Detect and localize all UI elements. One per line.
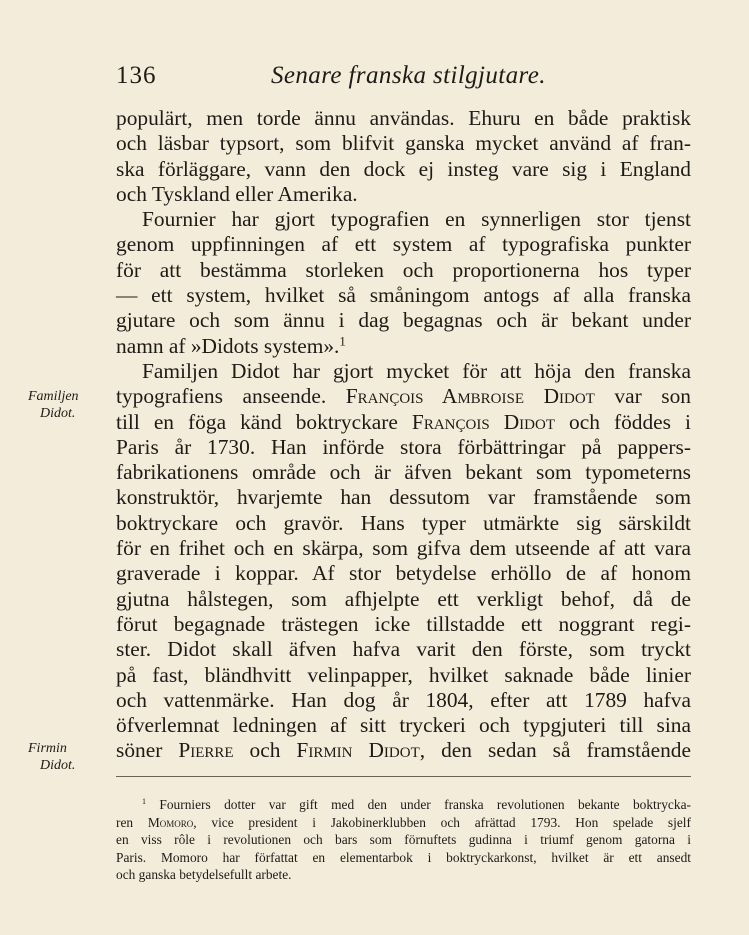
margin-note-line: Familjen bbox=[28, 389, 79, 404]
text-line: boktryckare och gravör. Hans typer utmärkte sig särskildt bbox=[116, 510, 691, 535]
text-line: — ett system, hvilket så småningom antogs af alla franska bbox=[116, 283, 691, 308]
text-line bbox=[116, 334, 691, 359]
text-line: graverade i koppar. Af stor betydelse erhöllo de af honom bbox=[116, 561, 691, 586]
running-title: Senare franska stilgjutare. bbox=[271, 62, 546, 89]
text-line bbox=[116, 738, 691, 763]
text-run bbox=[296, 738, 691, 762]
text-line: Familjen Didot har gjort mycket för att höja den franska bbox=[142, 358, 691, 383]
text-line: för en frihet och en skärpa, som gifva dem utseende af att vara bbox=[116, 536, 691, 561]
footnote-marker: 1 bbox=[142, 797, 147, 807]
person-name: Pierre bbox=[178, 738, 234, 763]
margin-note-line: Didot. bbox=[40, 758, 76, 773]
footnote-line: och ganska betydelsefullt arbete. bbox=[116, 867, 292, 882]
text-run: typografiens anseende. bbox=[116, 384, 327, 409]
text-run: namn af »Didots system». bbox=[116, 333, 340, 358]
text-run: och bbox=[249, 738, 281, 763]
footnote bbox=[116, 796, 691, 884]
text-line: ster. Didot skall äfven hafva varit den förste, som tryckt bbox=[116, 637, 691, 662]
text-line: ska förläggare, vann den dock ej insteg vare sig i England bbox=[116, 156, 691, 181]
margin-note-firmin-didot bbox=[28, 740, 108, 774]
person-name: Firmin Didot bbox=[296, 738, 420, 763]
text-run: till en föga känd boktryckare bbox=[116, 409, 398, 434]
text-line: på fast, bländhvitt velinpapper, hvilket saknade både linier bbox=[116, 662, 691, 687]
text-line: genom uppfinningen af ett system af typografiska punkter bbox=[116, 232, 691, 257]
footnote-line bbox=[116, 796, 691, 814]
text-run: var son bbox=[614, 384, 691, 409]
text-line: konstruktör, hvarjemte han dessutom var framstående som bbox=[116, 485, 691, 510]
text-line: Paris år 1730. Han införde stora förbättringar på pappers- bbox=[116, 434, 691, 459]
person-name: Momoro bbox=[147, 814, 194, 830]
text-run: söner bbox=[116, 738, 163, 763]
text-line: populärt, men torde ännu användas. Ehuru en både praktisk bbox=[116, 106, 691, 130]
text-run: ren bbox=[116, 814, 134, 830]
text-line: öfverlemnat ledningen af sitt tryckeri och typgjuteri till sina bbox=[116, 713, 691, 738]
footnote-reference[interactable]: 1 bbox=[339, 333, 346, 348]
text-line: och läsbar typsort, som blifvit ganska mycket använd af fran- bbox=[116, 131, 691, 156]
text-line: gjutna hålstegen, som afhjelpte ett verkligt behof, då de bbox=[116, 586, 691, 611]
text-run: och föddes i bbox=[569, 409, 691, 434]
body-text bbox=[116, 106, 691, 764]
running-header bbox=[116, 62, 691, 96]
footnote-line: en viss rôle i revolutionen och bars som förnuftets gudinna i triumf genom gatorna i bbox=[116, 832, 691, 847]
text-run: , den sedan så framstående bbox=[419, 738, 691, 763]
text-line: förut begagnade trästegen icke tillstadde ett noggrant regi- bbox=[116, 611, 691, 636]
text-line: och vattenmärke. Han dog år 1804, efter att 1789 hafva bbox=[116, 687, 691, 712]
footnote-rule bbox=[116, 776, 691, 777]
text-line: och Tyskland eller Amerika. bbox=[116, 181, 358, 206]
text-line: Fournier har gjort typografien en synnerligen stor tjenst bbox=[142, 207, 691, 232]
text-line: för att bestämma storleken och proportionerna hos typer bbox=[116, 257, 691, 282]
person-name: François Didot bbox=[411, 409, 555, 434]
text-run: Fourniers dotter var gift med den under franska revolutionen bekante boktrycka- bbox=[159, 797, 691, 812]
footnote-line: Paris. Momoro har författat en elementarbok i boktryckarkonst, hvilket är ett ansedt bbox=[116, 849, 691, 865]
margin-note-line: Didot. bbox=[40, 406, 76, 421]
text-line: fabrikationens område och är äfven bekant som typometerns bbox=[116, 460, 691, 485]
margin-note-line: Firmin bbox=[28, 741, 67, 756]
text-line bbox=[116, 384, 691, 409]
text-line bbox=[116, 410, 691, 435]
margin-note-familjen-didot bbox=[28, 388, 108, 422]
text-line: gjutare och som ännu i dag begagnas och är bekant under bbox=[116, 308, 691, 333]
text-run: , vice president i Jakobinerklubben och afrättad 1793. Hon spelade sjelf bbox=[193, 814, 691, 830]
footnote-line bbox=[116, 814, 691, 832]
page-number: 136 bbox=[116, 62, 157, 89]
person-name: François Ambroise Didot bbox=[345, 384, 595, 409]
